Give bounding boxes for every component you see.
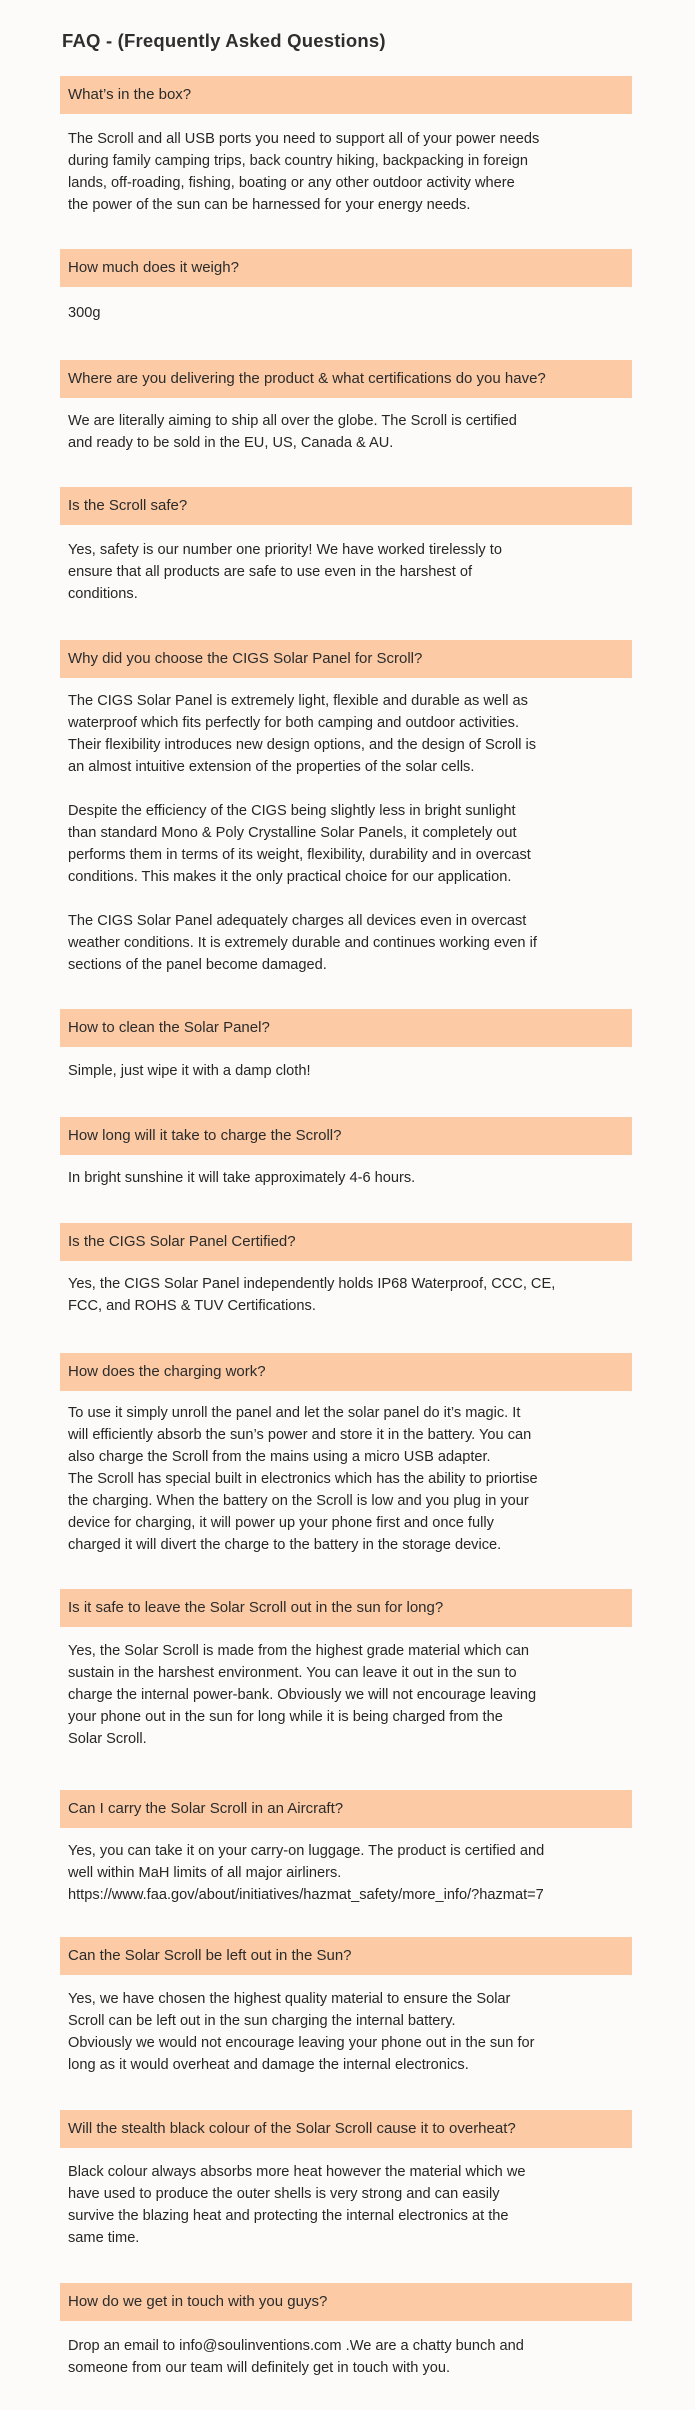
answer-line: The Scroll has special built in electronics which has the ability to priortise bbox=[68, 1471, 538, 1487]
answer-line: same time. bbox=[68, 2230, 140, 2246]
answer-line: charge the internal power-bank. Obviously we will not encourage leaving bbox=[68, 1687, 537, 1703]
faq-answer bbox=[68, 539, 636, 605]
answer-line: charged it will divert the charge to the battery in the storage device. bbox=[68, 1537, 502, 1553]
faq-question: Is the Scroll safe? bbox=[60, 487, 632, 525]
faq-answer bbox=[68, 302, 636, 324]
faq-question: How long will it take to charge the Scroll? bbox=[60, 1117, 632, 1155]
answer-line: Yes, the Solar Scroll is made from the highest grade material which can bbox=[68, 1643, 530, 1659]
answer-line: https://www.faa.gov/about/initiatives/hazmat_safety/more_info/?hazmat=7 bbox=[68, 1887, 544, 1903]
answer-line: Yes, we have chosen the highest quality material to ensure the Solar bbox=[68, 1991, 511, 2007]
faq-answer bbox=[68, 2161, 636, 2249]
answer-line: also charge the Scroll from the mains using a micro USB adapter. bbox=[68, 1449, 491, 1465]
faq-question: Is it safe to leave the Solar Scroll out in the sun for long? bbox=[60, 1589, 632, 1627]
faq-question: Will the stealth black colour of the Solar Scroll cause it to overheat? bbox=[60, 2110, 632, 2148]
answer-line: an almost intuitive extension of the properties of the solar cells. bbox=[68, 759, 475, 775]
faq-answer bbox=[68, 1640, 636, 1750]
faq-answer-paragraph bbox=[68, 1273, 636, 1317]
answer-line: sustain in the harshest environment. You can leave it out in the sun to bbox=[68, 1665, 517, 1681]
answer-line: In bright sunshine it will take approximately 4-6 hours. bbox=[68, 1170, 416, 1186]
faq-question: How do we get in touch with you guys? bbox=[60, 2283, 632, 2321]
faq-answer-paragraph bbox=[68, 539, 636, 605]
faq-question: What’s in the box? bbox=[60, 76, 632, 114]
answer-line: well within MaH limits of all major airliners. bbox=[68, 1865, 342, 1881]
faq-answer-paragraph bbox=[68, 800, 636, 888]
answer-line: the charging. When the battery on the Scroll is low and you plug in your bbox=[68, 1493, 529, 1509]
faq-answer-paragraph bbox=[68, 910, 636, 976]
faq-question: How much does it weigh? bbox=[60, 249, 632, 287]
answer-line: than standard Mono & Poly Crystalline Solar Panels, it completely out bbox=[68, 825, 517, 841]
faq-question: Is the CIGS Solar Panel Certified? bbox=[60, 1223, 632, 1261]
faq-answer-paragraph bbox=[68, 690, 636, 778]
faq-answer-paragraph bbox=[68, 128, 636, 216]
answer-line: Yes, you can take it on your carry-on luggage. The product is certified and bbox=[68, 1843, 545, 1859]
faq-answer-paragraph bbox=[68, 302, 636, 324]
faq-answer bbox=[68, 1988, 636, 2076]
faq-question: Why did you choose the CIGS Solar Panel for Scroll? bbox=[60, 640, 632, 678]
answer-line: performs them in terms of its weight, flexibility, durability and in overcast bbox=[68, 847, 531, 863]
answer-line: Obviously we would not encourage leaving your phone out in the sun for bbox=[68, 2035, 535, 2051]
faq-answer-paragraph bbox=[68, 1988, 636, 2076]
faq-answer-paragraph bbox=[68, 1640, 636, 1750]
faq-answer bbox=[68, 1167, 636, 1189]
faq-answer bbox=[68, 1273, 636, 1317]
faq-answer bbox=[68, 1060, 636, 1082]
answer-line: survive the blazing heat and protecting the internal electronics at the bbox=[68, 2208, 509, 2224]
faq-answer-paragraph bbox=[68, 1060, 636, 1082]
faq-answer-paragraph bbox=[68, 2335, 636, 2379]
answer-line: sections of the panel become damaged. bbox=[68, 957, 327, 973]
answer-line: FCC, and ROHS & TUV Certifications. bbox=[68, 1298, 316, 1314]
answer-line: Simple, just wipe it with a damp cloth! bbox=[68, 1063, 311, 1079]
faq-answer-paragraph bbox=[68, 1840, 636, 1906]
answer-line: Yes, safety is our number one priority! We have worked tirelessly to bbox=[68, 542, 502, 558]
answer-line: To use it simply unroll the panel and let the solar panel do it’s magic. It bbox=[68, 1405, 521, 1421]
faq-answer-paragraph bbox=[68, 1402, 636, 1556]
answer-line: weather conditions. It is extremely durable and continues working even if bbox=[68, 935, 537, 951]
answer-line: lands, off-roading, fishing, boating or any other outdoor activity where bbox=[68, 175, 515, 191]
answer-line: Drop an email to info@soulinventions.com .We are a chatty bunch and bbox=[68, 2338, 524, 2354]
faq-question: Can the Solar Scroll be left out in the Sun? bbox=[60, 1937, 632, 1975]
faq-answer-paragraph bbox=[68, 1167, 636, 1189]
answer-line: waterproof which fits perfectly for both camping and outdoor activities. bbox=[68, 715, 520, 731]
faq-question: How to clean the Solar Panel? bbox=[60, 1009, 632, 1047]
answer-line: will efficiently absorb the sun’s power and store it in the battery. You can bbox=[68, 1427, 532, 1443]
answer-line: long as it would overheat and damage the internal electronics. bbox=[68, 2057, 469, 2073]
answer-line: your phone out in the sun for long while it is being charged from the bbox=[68, 1709, 503, 1725]
answer-line: someone from our team will definitely get in touch with you. bbox=[68, 2360, 451, 2376]
answer-line: Despite the efficiency of the CIGS being slightly less in bright sunlight bbox=[68, 803, 516, 819]
answer-line: Scroll can be left out in the sun charging the internal battery. bbox=[68, 2013, 456, 2029]
answer-line: 300g bbox=[68, 305, 101, 321]
answer-line: ensure that all products are safe to use even in the harshest of bbox=[68, 564, 473, 580]
answer-line: conditions. bbox=[68, 586, 138, 602]
answer-line: The CIGS Solar Panel adequately charges all devices even in overcast bbox=[68, 913, 527, 929]
faq-answer-paragraph bbox=[68, 410, 636, 454]
answer-line: the power of the sun can be harnessed for your energy needs. bbox=[68, 197, 471, 213]
faq-answer bbox=[68, 2335, 636, 2379]
answer-line: Solar Scroll. bbox=[68, 1731, 147, 1747]
faq-question: How does the charging work? bbox=[60, 1353, 632, 1391]
faq-answer bbox=[68, 1840, 636, 1906]
answer-line: The Scroll and all USB ports you need to support all of your power needs bbox=[68, 131, 540, 147]
faq-answer bbox=[68, 690, 636, 976]
answer-line: device for charging, it will power up your phone first and once fully bbox=[68, 1515, 494, 1531]
faq-question: Can I carry the Solar Scroll in an Aircraft? bbox=[60, 1790, 632, 1828]
answer-line: Their flexibility introduces new design options, and the design of Scroll is bbox=[68, 737, 537, 753]
answer-line: during family camping trips, back country hiking, backpacking in foreign bbox=[68, 153, 528, 169]
page-title: FAQ - (Frequently Asked Questions) bbox=[62, 30, 386, 51]
faq-answer bbox=[68, 410, 636, 454]
answer-line: Yes, the CIGS Solar Panel independently holds IP68 Waterproof, CCC, CE, bbox=[68, 1276, 556, 1292]
answer-line: Black colour always absorbs more heat however the material which we bbox=[68, 2164, 526, 2180]
faq-answer-paragraph bbox=[68, 2161, 636, 2249]
answer-line: have used to produce the outer shells is very strong and can easily bbox=[68, 2186, 500, 2202]
faq-answer bbox=[68, 1402, 636, 1556]
answer-line: The CIGS Solar Panel is extremely light, flexible and durable as well as bbox=[68, 693, 528, 709]
faq-question: Where are you delivering the product & what certifications do you have? bbox=[60, 360, 632, 398]
answer-line: and ready to be sold in the EU, US, Canada & AU. bbox=[68, 435, 394, 451]
answer-line: conditions. This makes it the only practical choice for our application. bbox=[68, 869, 512, 885]
answer-line: We are literally aiming to ship all over the globe. The Scroll is certified bbox=[68, 413, 517, 429]
faq-answer bbox=[68, 128, 636, 216]
